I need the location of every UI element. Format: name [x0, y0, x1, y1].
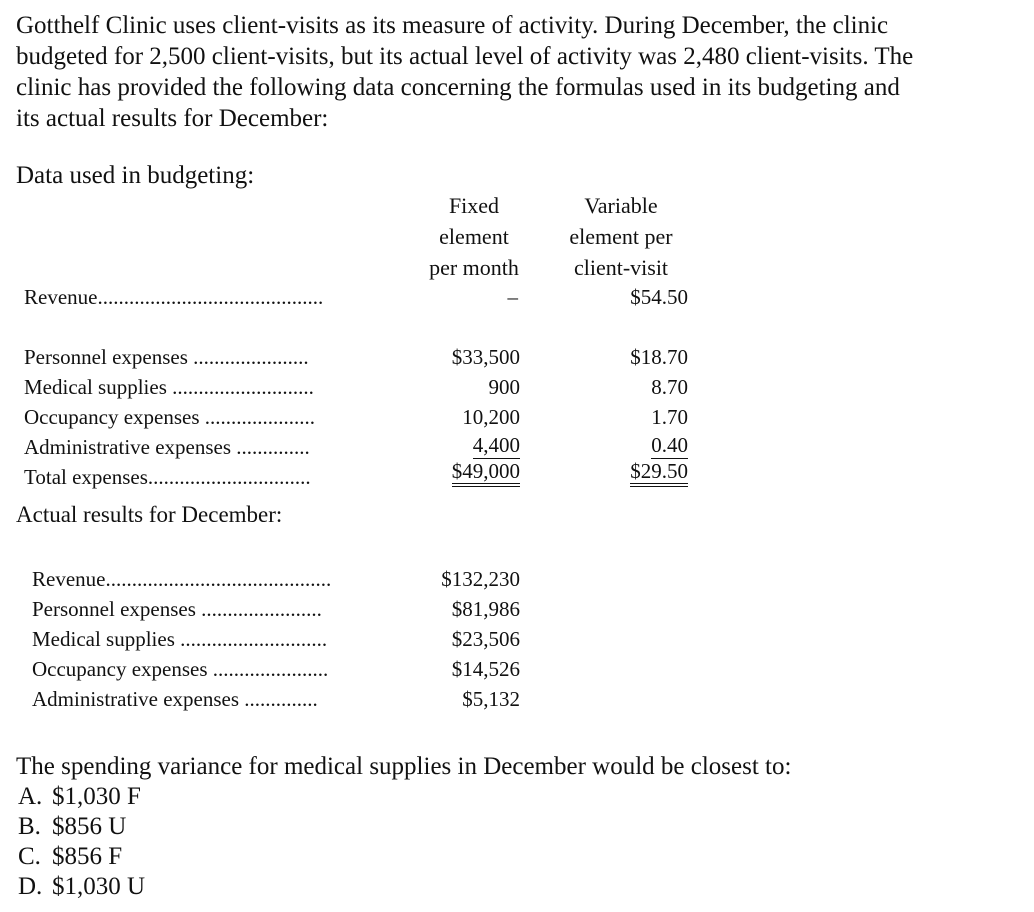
option-a[interactable]: [18, 782, 145, 812]
variable-value: 0.40: [651, 433, 688, 457]
option-letter: B.: [18, 813, 41, 840]
leader-dots: ..............: [239, 687, 318, 711]
option-b[interactable]: [18, 812, 145, 842]
table-row: [24, 402, 380, 432]
leader-dots: ......................: [207, 657, 329, 681]
variable-value: 1.70: [651, 405, 688, 429]
actual-values-column: [408, 564, 520, 714]
fixed-value: 10,200: [462, 405, 520, 429]
table-row: [24, 432, 380, 462]
fixed-value: 900: [488, 375, 520, 399]
actual-value: $132,230: [441, 567, 520, 591]
header-line: per month: [429, 255, 519, 280]
table-row: [24, 372, 380, 402]
intro-line: clinic has provided the following data concerning the formulas used in its budgeting and: [16, 74, 900, 101]
row-label: Occupancy expenses: [24, 405, 200, 429]
intro-line: its actual results for December:: [16, 105, 329, 132]
budget-heading: Data used in budgeting:: [16, 162, 255, 189]
row-label: Administrative expenses: [32, 687, 240, 711]
variable-total: $29.50: [630, 459, 688, 487]
actual-labels: [32, 564, 388, 714]
option-text: $856 U: [52, 813, 127, 840]
option-c[interactable]: [18, 842, 145, 872]
leader-dots: .....................: [199, 405, 316, 429]
fixed-total-row: [440, 459, 520, 487]
option-d[interactable]: [18, 872, 145, 902]
actual-value: $81,986: [451, 597, 520, 621]
row-label: Medical supplies: [32, 627, 175, 651]
variable-value: $18.70: [630, 345, 688, 369]
variable-value: 8.70: [651, 375, 688, 399]
budget-expense-labels: [24, 342, 380, 492]
table-row: [32, 624, 388, 654]
option-letter: A.: [18, 783, 43, 810]
question-text: The spending variance for medical supplies in December would be closest to:: [16, 753, 792, 780]
row-label: Revenue: [32, 567, 106, 591]
intro-line: budgeted for 2,500 client-visits, but its actual level of activity was 2,480 client-visits. The: [16, 43, 914, 70]
fixed-column-header: [410, 190, 538, 283]
option-letter: D.: [18, 873, 43, 900]
row-label: Medical supplies: [24, 375, 167, 399]
table-row: [32, 594, 388, 624]
header-line: Fixed: [448, 193, 500, 218]
header-line: Variable: [584, 193, 658, 218]
table-row: [32, 684, 388, 714]
option-letter: C.: [18, 843, 41, 870]
row-label: Total expenses: [24, 465, 148, 489]
table-row: [24, 342, 380, 372]
fixed-value: 4,400: [472, 433, 520, 457]
fixed-value-row: [440, 432, 520, 459]
budget-revenue-label: [24, 282, 380, 312]
table-row: [32, 654, 388, 684]
leader-dots: ...........................................: [105, 567, 332, 591]
row-label: Administrative expenses: [24, 435, 232, 459]
variable-value-row: [600, 432, 688, 459]
fixed-values-column: [440, 342, 520, 487]
intro-line: Gotthelf Clinic uses client-visits as its measure of activity. During December, the clinic: [16, 12, 889, 39]
actual-value: $23,506: [451, 627, 520, 651]
option-text: $1,030 F: [52, 783, 141, 810]
row-label: Occupancy expenses: [32, 657, 208, 681]
actual-value: $14,526: [451, 657, 520, 681]
header-line: client-visit: [573, 255, 669, 280]
table-row: [32, 564, 388, 594]
header-line: element per: [569, 224, 673, 249]
variable-column-header: [550, 190, 692, 283]
table-row: [24, 462, 380, 492]
leader-dots: ...............................: [147, 465, 311, 489]
fixed-value: $33,500: [451, 345, 520, 369]
leader-dots: .......................: [195, 597, 322, 621]
actual-value: $5,132: [462, 687, 520, 711]
row-label: Revenue: [24, 285, 98, 309]
header-line: element: [439, 224, 509, 249]
leader-dots: ...........................................: [97, 285, 324, 309]
variable-total-row: [600, 459, 688, 487]
actual-heading: Actual results for December:: [16, 502, 283, 527]
leader-dots: ............................: [174, 627, 328, 651]
leader-dots: ......................: [187, 345, 309, 369]
option-text: $856 F: [52, 843, 123, 870]
budget-revenue-fixed: –: [507, 285, 518, 309]
option-text: $1,030 U: [52, 873, 146, 900]
fixed-total: $49,000: [452, 459, 520, 487]
leader-dots: ...........................: [166, 375, 314, 399]
row-label: Personnel expenses: [24, 345, 188, 369]
budget-revenue-variable: $54.50: [630, 285, 688, 309]
intro-paragraph: [16, 10, 1016, 134]
leader-dots: ..............: [231, 435, 310, 459]
row-label: Personnel expenses: [32, 597, 196, 621]
answer-options: [18, 782, 145, 902]
variable-values-column: [600, 342, 688, 487]
